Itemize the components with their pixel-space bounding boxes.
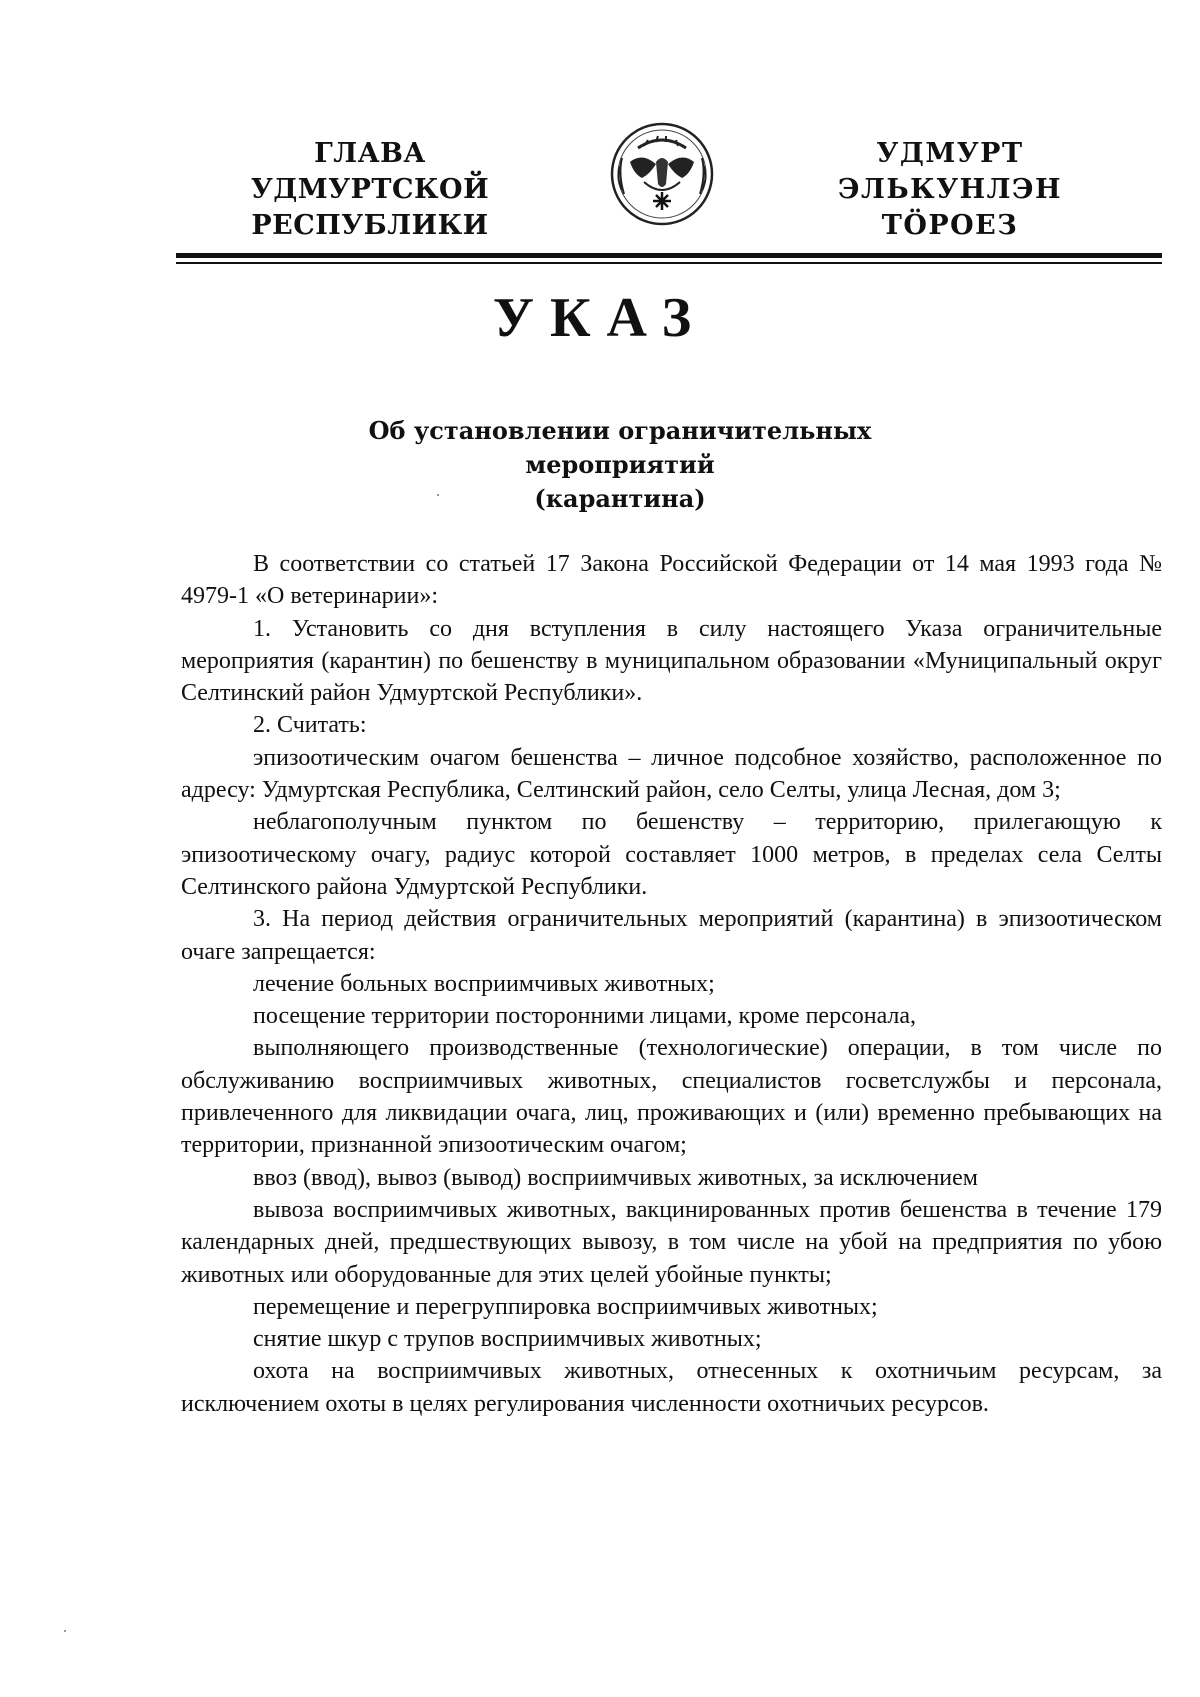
paragraph-item-2: 2. Считать: xyxy=(253,712,367,739)
paragraph-export-exception: вывоза восприимчивых животных, вакцинированных против бешенства в течение 179 календарных дней, предшествующих вывозу, в том числе на убой на предприятия по убою животных или оборудованные для этих целей убойные пункты; xyxy=(181,1196,1162,1288)
paragraph-item-3: 3. На период действия ограничительных мероприятий (карантина) в эпизоотическом очаге запрещается: xyxy=(181,906,1162,965)
udmurt-coat-of-arms-emblem-icon xyxy=(608,118,716,230)
paragraph-ban-regrouping: перемещение и перегруппировка восприимчивых животных; xyxy=(253,1293,878,1320)
document-title-line1: Об установлении ограничительных мероприятий xyxy=(368,416,872,479)
paragraph-ban-skinning: снятие шкур с трупов восприимчивых животных; xyxy=(253,1326,762,1353)
header-right-block xyxy=(760,136,1140,244)
header-rule-thin xyxy=(176,262,1162,264)
header-left-line2: УДМУРТСКОЙ РЕСПУБЛИКИ xyxy=(250,174,490,241)
header-left-block xyxy=(150,136,590,244)
paragraph-ban-hunting: охота на восприимчивых животных, отнесенных к охотничьим ресурсам, за исключением охоты в целях регулирования численности охотничьих ресурсов. xyxy=(181,1358,1162,1417)
scan-speck xyxy=(64,1630,66,1632)
document-type-heading: УКАЗ xyxy=(492,287,708,349)
paragraph-epizootic-focus: эпизоотическим очагом бешенства – личное подсобное хозяйство, расположенное по адресу: Удмуртская Республика, Селтинский район, село Селты, улица Лесная, дом 3; xyxy=(181,744,1162,804)
paragraph-preamble: В соответствии со статьей 17 Закона Российской Федерации от 14 мая 1993 года № 4979-1 «О ветеринарии»: xyxy=(181,551,1162,610)
paragraph-ban-treatment: лечение больных восприимчивых животных; xyxy=(253,970,715,997)
document-title xyxy=(300,414,940,516)
paragraph-ban-visits-continued: выполняющего производственные (технологические) операции, в том числе по обслуживанию восприимчивых животных, специалистов госветслужбы и персонала, привлеченного для ликвидации очага, лиц, проживающих и (или) временно пребывающих на территории, признанной эпизоотическим очагом; xyxy=(181,1035,1162,1159)
scan-speck xyxy=(437,494,439,496)
paragraph-ban-import-export: ввоз (ввод), вывоз (вывод) восприимчивых животных, за исключением xyxy=(253,1164,978,1191)
document-body xyxy=(181,548,1162,1420)
paragraph-item-1: 1. Установить со дня вступления в силу настоящего Указа ограничительные мероприятия (карантин) по бешенству в муниципальном образовании «Муниципальный округ Селтинский район Удмуртской Республики». xyxy=(181,615,1162,707)
header-left-line1: ГЛАВА xyxy=(314,138,426,169)
header-rule-thick xyxy=(176,253,1162,258)
header-right-line2: ТӦРОЕЗ xyxy=(881,210,1019,241)
paragraph-unfavorable-point: неблагополучным пунктом по бешенству – территорию, прилегающую к эпизоотическому очагу, радиус которой составляет 1000 метров, в пределах села Селты Селтинского района Удмуртской Республики. xyxy=(181,809,1162,900)
header-right-line1: УДМУРТ ЭЛЬКУНЛЭН xyxy=(838,138,1062,205)
document-title-line2: (карантина) xyxy=(534,484,706,513)
paragraph-ban-visits: посещение территории посторонними лицами, кроме персонала, xyxy=(253,1003,917,1030)
